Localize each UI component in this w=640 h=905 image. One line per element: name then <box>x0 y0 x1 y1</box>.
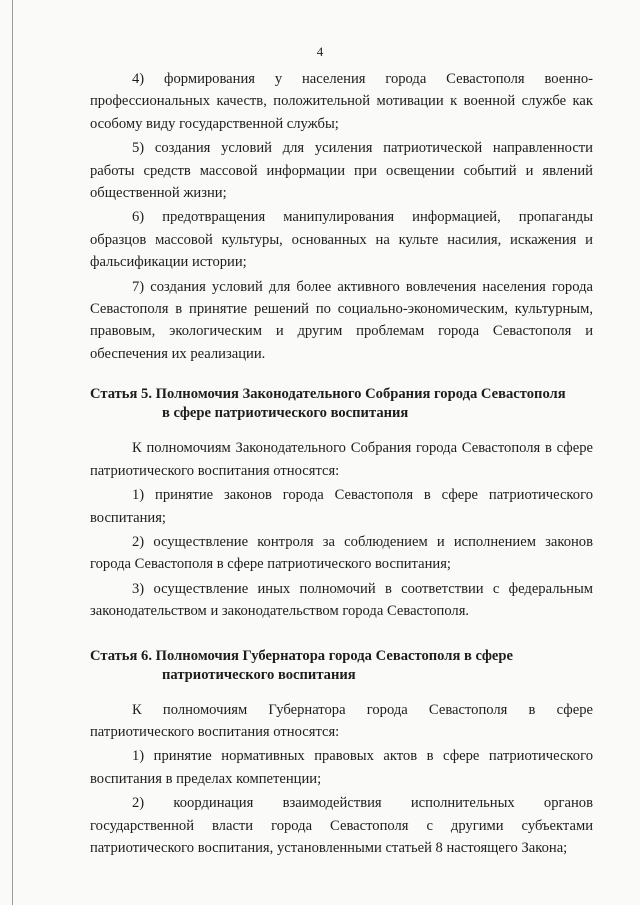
list-item: 7) создания условий для более активного вовлечения населения города Севастополя в принятие решений по социально-экономическим, культурным, правовым, экологическим и другим проблемам города Севастополя и обеспечения их реализации. <box>90 278 593 362</box>
list-item: 1) принятие законов города Севастополя в сфере патриотического воспитания; <box>90 487 593 526</box>
list-item: 5) создания условий для усиления патриотической направленности работы средств массовой информации при освещении событий и явлений общественной жизни; <box>90 140 593 202</box>
scan-edge-line <box>12 0 13 905</box>
list-item: 6) предотвращения манипулирования информацией, пропаганды образцов массовой культуры, основанных на культе насилия, искажения и фальсификации истории; <box>90 209 593 271</box>
page-number: 4 <box>316 44 324 59</box>
document-body <box>90 68 593 859</box>
list-item: 2) осуществление контроля за соблюдением и исполнением законов города Севастополя в сфере патриотического воспитания; <box>90 533 593 573</box>
article-5-heading-line1: Статья 5. Полномочия Законодательного Собрания города Севастополя <box>90 386 566 403</box>
article-6-heading-line2: патриотического воспитания <box>162 666 356 683</box>
article-5-heading <box>90 385 593 423</box>
article-5-heading-line2: в сфере патриотического воспитания <box>162 405 409 422</box>
list-item: 3) осуществление иных полномочий в соответствии с федеральным законодательством и законодательством города Севастополя. <box>90 580 593 620</box>
list-item: 4) формирования у населения города Севастополя военно-профессиональных качеств, положительной мотивации к военной службе как особому виду государственной службы; <box>90 71 593 132</box>
article-6-heading-line1: Статья 6. Полномочия Губернатора города Севастополя в сфере <box>90 647 513 664</box>
article-6-heading <box>90 647 593 685</box>
article-5-intro: К полномочиям Законодательного Собрания города Севастополя в сфере патриотического воспитания относятся: <box>90 440 593 479</box>
list-item: 1) принятие нормативных правовых актов в сфере патриотического воспитания в пределах компетенции; <box>90 748 593 787</box>
list-item: 2) координация взаимодействия исполнительных органов государственной власти города Севастополя с другими субъектами патриотического воспитания, установленными статьей 8 настоящего Закона; <box>90 795 593 856</box>
article-6-intro: К полномочиям Губернатора города Севастополя в сфере патриотического воспитания относятся: <box>90 701 593 740</box>
